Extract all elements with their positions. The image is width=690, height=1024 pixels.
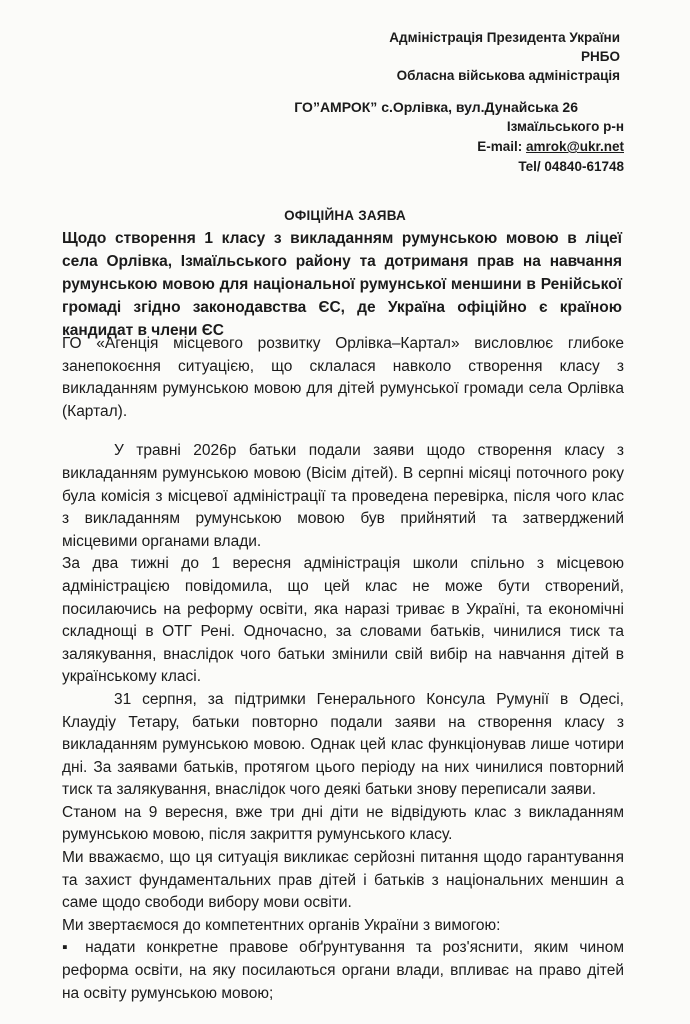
paragraph-concern: ГО «Агенція місцевого розвитку Орлівка–Картал» висловлює глибоке занепокоєння ситуацією, що склалася навколо створення класу з викладанням румунською мовою для дітей румунської громади села Орлівка (Картал). bbox=[62, 335, 624, 420]
document-subject: Щодо створення 1 класу з викладанням румунською мовою в ліцеї села Орлівка, Ізмаїльського району та дотриманя прав на навчання румунською мовою для національної румунської меншини в Ренійської громаді згідно законодавства ЄС, де Україна офіційно є країною кандидат в члени ЄС bbox=[62, 230, 622, 339]
document-title: ОФІЦІЙНА ЗАЯВА bbox=[284, 208, 406, 223]
paragraph-september-9: Станом на 9 вересня, вже три дні діти не відвідують клас з викладанням румунською мовою, після закриття румунського класу. bbox=[62, 803, 624, 844]
recipients-block bbox=[389, 28, 620, 85]
recipient-regional-administration: Обласна військова адміністрація bbox=[396, 68, 620, 83]
recipient-presidential-office: Адміністрація Президента України bbox=[389, 30, 620, 45]
paragraph-august-31: 31 серпня, за підтримки Генерального Консула Румунії в Одесі, Клаудіу Тетару, батьки повторно подали заяви на створення класу з викладанням румунською мовою. Однак цей клас функціонував лише чотири дні. За заявами батьків, протягом цього періоду на них чинилися повторний тиск та залякування, внаслідок чого деякі батьки знову переписали заяви. bbox=[62, 690, 624, 799]
paragraph-may-applications: У травні 2026р батьки подали заяви щодо створення класу з викладанням румунською мовою (Вісім дітей). В серпні місяці поточного року була комісія з місцевої адміністрації та проведена перевірка, після чого клас з викладанням румунською мовою був прийнятий та затверджений місцевими органами влади. bbox=[62, 442, 624, 550]
email-value: amrok@ukr.net bbox=[526, 139, 624, 154]
sender-email-line bbox=[294, 137, 624, 157]
sender-phone: Tel/ 04840-61748 bbox=[518, 159, 624, 174]
sender-district: Ізмаїльського р-н bbox=[506, 119, 624, 134]
sender-block bbox=[294, 97, 624, 177]
paragraph-demand-intro: Ми звертаємося до компетентних органів України з вимогою: bbox=[62, 916, 501, 934]
paragraph-demand-item: ▪ надати конкретне правове обґрунтування та роз'яснити, яким чином реформа освіти, на яку посилаються органи влади, впливає на право дітей на освіту румунською мовою; bbox=[62, 939, 624, 1002]
email-label: E-mail: bbox=[477, 139, 527, 154]
paragraph-rights-concern: Ми вважаємо, що ця ситуація викликає серйозні питання щодо гарантування та захист фундаментальних прав дітей і батьків з національних меншин а саме щодо свободи вибору мови освіти. bbox=[62, 849, 624, 912]
sender-address: ГО”АМРОК” с.Орлівка, вул.Дунайська 26 bbox=[294, 99, 578, 115]
document-body bbox=[62, 333, 624, 1005]
paragraph-two-weeks: За два тижні до 1 вересня адміністрація школи спільно з місцевою адміністрацією повідомила, що цей клас не може бути створений, посилаючись на реформу освіти, яка наразі триває в Україні, та економічні складнощі в ОТГ Рені. Одночасно, за словами батьків, чинилися тиск та залякування, внаслідок чого батьки змінили свій вибір на навчання дітей в українському класі. bbox=[62, 555, 624, 686]
recipient-nsdc: РНБО bbox=[581, 49, 620, 64]
